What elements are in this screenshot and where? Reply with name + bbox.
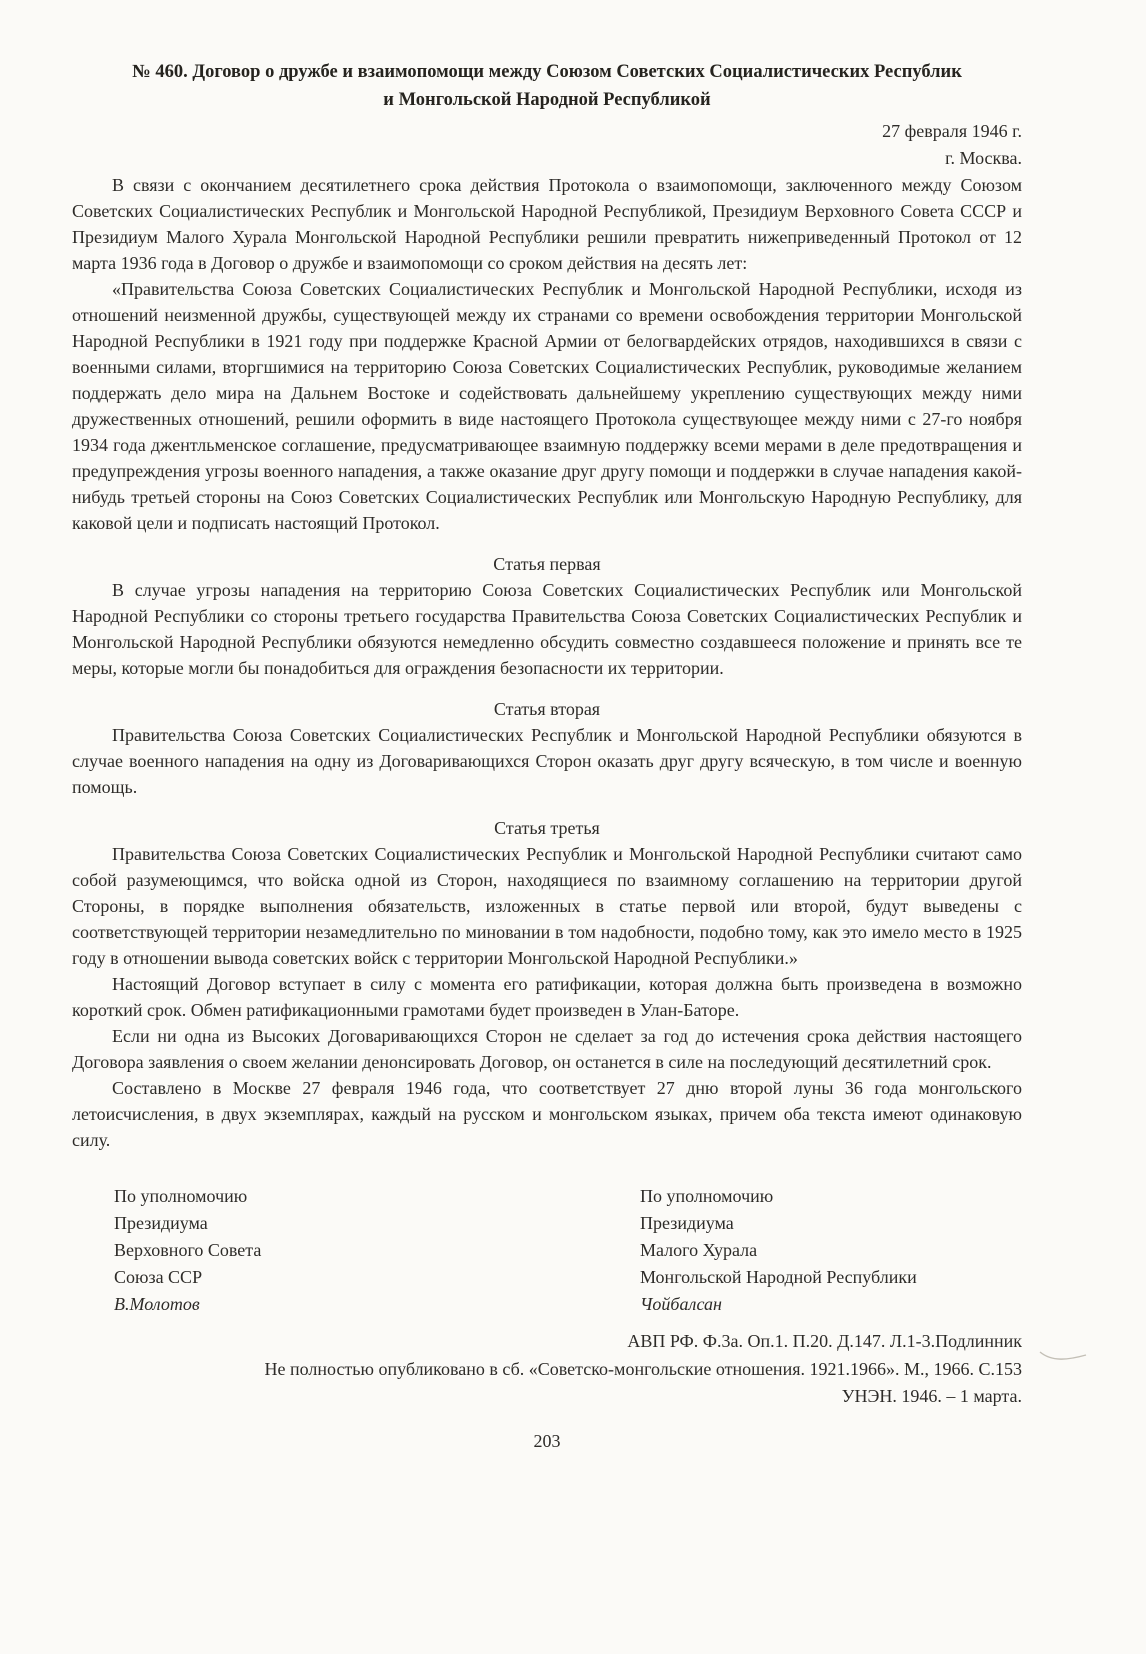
signatory-name-choibalsan: Чойбалсан — [640, 1294, 722, 1314]
document-place: г. Москва. — [945, 148, 1022, 168]
signature-line: По уполномочию — [640, 1186, 774, 1206]
signature-section — [72, 1183, 1022, 1318]
signature-line: Верховного Совета — [114, 1240, 262, 1260]
paragraph: В связи с окончанием десятилетнего срока действия Протокола о взаимопомощи, заключенного между Союзом Советских Социалистических Республик и Монгольской Народной Республикой, Президиум Верховного Совета СССР и Президиум Малого Хурала Монгольской Народной Республики решили превратить нижеприведенный Протокол от 12 марта 1936 года в Договор о дружбе и взаимопомощи со сроком действия на десять лет: — [72, 175, 1022, 273]
source-note-line: Не полностью опубликовано в сб. «Советско-монгольские отношения. 1921.1966». М., 1966. С.153 — [264, 1358, 1022, 1379]
signature-line: По уполномочию — [114, 1186, 248, 1206]
signature-line: Монгольской Народной Республики — [640, 1267, 917, 1287]
page-number: 203 — [533, 1430, 561, 1451]
paragraph: Настоящий Договор вступает в силу с момента его ратификации, которая должна быть произведена в возможно короткий срок. Обмен ратификационными грамотами будет произведен в Улан-Баторе. — [72, 974, 1022, 1020]
signature-line: Союза ССР — [114, 1267, 203, 1287]
article-heading: Статья первая — [493, 554, 601, 574]
scan-artifact-mark — [1038, 1348, 1088, 1364]
document-title — [72, 58, 1022, 114]
document-date: 27 февраля 1946 г. — [882, 121, 1022, 141]
paragraph: Составлено в Москве 27 февраля 1946 года, что соответствует 27 дню второй луны 36 года монгольского летоисчисления, в двух экземплярах, каждый на русском и монгольском языках, причем оба текста имеют одинаковую силу. — [72, 1078, 1022, 1150]
signature-line: Президиума — [640, 1213, 734, 1233]
paragraph: Если ни одна из Высоких Договаривающихся Сторон не сделает за год до истечения срока действия настоящего Договора заявления о своем желании денонсировать Договор, он останется в силе на последующий десятилетний срок. — [72, 1026, 1022, 1072]
paragraph: Правительства Союза Советских Социалистических Республик и Монгольской Народной Республики считают само собой разумеющимся, что войска одной из Сторон, находящиеся по взаимному соглашению на территории другой Стороны, в порядке выполнения обязательств, изложенных в статье первой или второй, будут выведены с соответствующей территории незамедлительно по миновании в том надобности, подобно тому, как это имело место в 1925 году в отношении вывода советских войск с территории Монгольской Народной Республики.» — [72, 844, 1022, 968]
document-title-line-2: и Монгольской Народной Республикой — [383, 90, 711, 110]
signature-block-mongolia — [640, 1183, 1022, 1318]
document-title-line-1: № 460. Договор о дружбе и взаимопомощи между Союзом Советских Социалистических Республик — [132, 62, 962, 82]
paragraph: Правительства Союза Советских Социалистических Республик и Монгольской Народной Республики обязуются в случае военного нападения на одну из Договаривающихся Сторон оказать друг другу всяческую, в том числе и военную помощь. — [72, 725, 1022, 797]
document-page-content — [72, 58, 1022, 1452]
signature-block-ussr — [114, 1183, 640, 1318]
signature-line: Малого Хурала — [640, 1240, 758, 1260]
document-body — [72, 172, 1022, 1153]
paragraph: В случае угрозы нападения на территорию Союза Советских Социалистических Республик или Монгольской Народной Республики со стороны третьего государства Правительства Союза Советских Социалистических Республик и Монгольской Народной Республики обязуются немедленно обсудить совместно создавшееся положение и принять все те меры, которые могли бы понадобиться для ограждения безопасности их территории. — [72, 580, 1022, 678]
paragraph: «Правительства Союза Советских Социалистических Республик и Монгольской Народной Республики, исходя из отношений неизменной дружбы, существующей между их странами со времени освобождения территории Монгольской Народной Республики в 1921 году при поддержке Красной Армии от белогвардейских отрядов, находившихся в связи с военными силами, вторгшимися на территорию Союза Советских Социалистических Республик, руководимые желанием поддержать дело мира на Дальнем Востоке и содействовать дальнейшему укреплению существующих между ними дружественных отношений, решили оформить в виде настоящего Протокола существующее между ними с 27-го ноября 1934 года джентльменское соглашение, предусматривающее взаимную поддержку всеми мерами в деле предотвращения и предупреждения угрозы военного нападения, а также оказание друг другу помощи и поддержки в случае нападения какой-нибудь третьей стороны на Союз Советских Социалистических Республик или Монгольскую Народную Республику, для каковой цели и подписать настоящий Протокол. — [72, 279, 1022, 533]
archive-source-notes — [72, 1328, 1022, 1411]
source-note-line: АВП РФ. Ф.3а. Оп.1. П.20. Д.147. Л.1-3.Подлинник — [627, 1331, 1022, 1351]
signature-line: Президиума — [114, 1213, 208, 1233]
article-heading: Статья вторая — [493, 699, 601, 719]
source-note-line: УНЭН. 1946. – 1 марта. — [841, 1386, 1022, 1406]
signatory-name-molotov: В.Молотов — [114, 1294, 200, 1314]
article-heading: Статья третья — [494, 818, 600, 838]
